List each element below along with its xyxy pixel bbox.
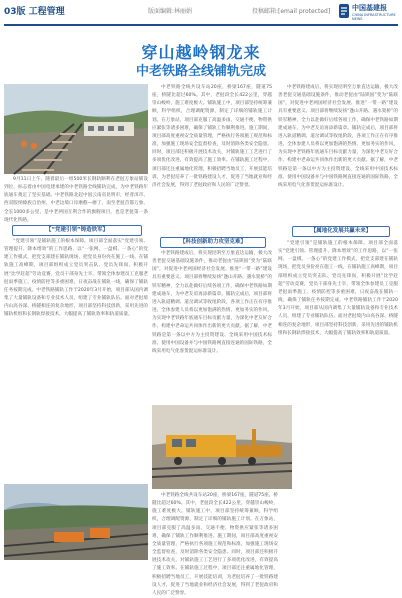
newspaper-logo: 中国基建报	[352, 4, 387, 12]
column-2-text-middle	[152, 250, 272, 404]
column-2-text-top	[152, 84, 272, 228]
section-heading-local: 【属地化发展共赢未来】	[292, 226, 390, 237]
page-label: 03版 工程管理	[4, 7, 65, 17]
newspaper-logo-icon	[338, 3, 350, 19]
email-label: 投稿邮箱:[email protected]	[252, 8, 331, 15]
railway-track-photo-top	[4, 84, 148, 174]
intro-paragraph: 9月11日上午，随着最后一组500米长钢轨顺利在老挝万象站铺设到位，标志着由中国电建承建的中老铁路全线铺轨完成，为中老铁路年底通车奠定了坚实基础。中老铁路北起中国云南省昆明市，经普洱市、西双版纳傣族自治州、中老边境口岸磨憨—磨丁，南至老挝首都万象，全长1000多公里，是中老两国互利合作的旗舰项目，也是老挝第一条现代化铁路。	[4, 177, 148, 223]
column-4-paragraph-bottom: “党建引领”是铺轨施工的根本保障。项目部全面落实“党建引领、管理提升、降本增效”的工作思路，以“一张网、一盘棋、一条心”的党建工作模式，把党支部建在铺轨现场，把党员身份亮在施工一线。在铺轨施工高峰期，项目部组织成立党员突击队、党员先锋岗，积极开展“比学赶超”劳动竞赛，党员干部身先士卒，带领全体参建员工克服老挝雨季施工、疫情防控等多重困难，日夜奋战在铺轨一线，确保了铺轨任务按期完成。中老铁路铺轨工作于2020年3月开始，项目部从国内调集了大量铺轨设备和专业技术人员，组建了专业铺轨队伍。面对老挝境内山高谷深、桥隧相连的复杂地形，项目部坚持科技创新，采用先进的铺轨机组和长钢轨焊接技术，大幅提高了铺轨效率和轨道质量。	[278, 241, 398, 336]
editor-label: 版面编辑:林丽娟	[148, 8, 193, 15]
column-3-paragraph-bottom: 中老铁路全线共设车站20座，桥梁167座，隧道75座，桥隧比超过60%。其中，老挝段全长422公里，穿越崇山峻岭，施工难度极大。铺轨施工中，项目部坚持统筹兼顾，科学组织，合理调配资源，制定了详细的铺轨施工计划。在万象站，项目部克服了高温多雨、交通不便、物资供应紧张等诸多困难，确保了铺轨工作顺利推进。施工期间，项目部高度重视安全质量管理，严格执行各项施工规范和标准，加强施工现场安全监督检查，及时消除各类安全隐患。同时，项目部还积极开展技术攻关，对铺轨施工工艺进行了多项优化改进，有效提高了施工效率。在铺轨施工过程中，项目部还注重属地化管理，积极招聘当地员工，开展技能培训，为老挝培养了一批铁路建设人才，促进了当地就业和经济社会发展，得到了老挝政府和人民的广泛赞誉。	[152, 493, 278, 596]
article-title: 穿山越岭钢龙来	[141, 43, 261, 62]
page-header	[0, 0, 402, 26]
track-laying-machine-photo	[152, 405, 292, 489]
column-4-paragraph-top: 中老铁路建成后，将实现昆明至万象直达运输，极大改善老挝交通基础设施条件，推动老挝由“陆锁国”变为“陆联国”，对促进中老两国经济社会发展、推进“一带一路”建设具有重要意义。项目部将继续发扬“逢山开路、遇水架桥”的铁军精神，全力以赴做好后续各项工作，确保中老铁路如期建成通车，为中老友谊再添新篇章。铺轨完成后，项目部将进入轨道精调、道岔调试等收尾阶段，各项工作正在有序推进。全体参建人员将以更加饱满的热情、更加务实的作风，为实现中老铁路年底通车目标贡献力量，为深化中老友好合作、构建中老命运共同体作出新的更大贡献。据了解，中老铁路是第一条以中方为主投资建设、全线采用中国技术标准、使用中国设备并与中国铁路网直接连通的国际铁路，全线采用电气化客货混运标准设计。	[278, 85, 398, 188]
railway-track-photo-bottom	[4, 484, 148, 560]
newspaper-logo-en: CHINA INFRASTRUCTURE NEWS	[352, 13, 396, 21]
header-rule	[4, 24, 398, 26]
column-4-text-bottom	[278, 240, 398, 560]
column-2-paragraph-middle: 中老铁路建成后，将实现昆明至万象直达运输，极大改善老挝交通基础设施条件，推动老挝由“陆锁国”变为“陆联国”，对促进中老两国经济社会发展、推进“一带一路”建设具有重要意义。项目部将继续发扬“逢山开路、遇水架桥”的铁军精神，全力以赴做好后续各项工作，确保中老铁路如期建成通车，为中老友谊再添新篇章。铺轨完成后，项目部将进入轨道精调、道岔调试等收尾阶段，各项工作正在有序推进。全体参建人员将以更加饱满的热情、更加务实的作风，为实现中老铁路年底通车目标贡献力量，为深化中老友好合作、构建中老命运共同体作出新的更大贡献。据了解，中老铁路是第一条以中方为主投资建设、全线采用中国技术标准、使用中国设备并与中国铁路网直接连通的国际铁路，全线采用电气化客货混运标准设计。	[152, 251, 272, 354]
section-heading-party: 【“党建引领”铸造铁军】	[12, 225, 142, 236]
article-intro	[4, 176, 148, 224]
article-subtitle: 中老铁路全线铺轨完成	[135, 64, 266, 79]
column-1-text	[4, 238, 148, 482]
column-1-paragraph: “党建引领”是铺轨施工的根本保障。项目部全面落实“党建引领、管理提升、降本增效”的工作思路，以“一张网、一盘棋、一条心”的党建工作模式，把党支部建在铺轨现场，把党员身份亮在施工一线。在铺轨施工高峰期，项目部组织成立党员突击队、党员先锋岗，积极开展“比学赶超”劳动竞赛，党员干部身先士卒，带领全体参建员工克服老挝雨季施工、疫情防控等多重困难，日夜奋战在铺轨一线，确保了铺轨任务按期完成。中老铁路铺轨工作于2020年3月开始，项目部从国内调集了大量铺轨设备和专业技术人员，组建了专业铺轨队伍。面对老挝境内山高谷深、桥隧相连的复杂地形，项目部坚持科技创新，采用先进的铺轨机组和长钢轨焊接技术，大幅提高了铺轨效率和轨道质量。	[4, 239, 148, 318]
column-2-paragraph-top: 中老铁路全线共设车站20座，桥梁167座，隧道75座，桥隧比超过60%。其中，老挝段全长422公里，穿越崇山峻岭，施工难度极大。铺轨施工中，项目部坚持统筹兼顾，科学组织，合理调配资源，制定了详细的铺轨施工计划。在万象站，项目部克服了高温多雨、交通不便、物资供应紧张等诸多困难，确保了铺轨工作顺利推进。施工期间，项目部高度重视安全质量管理，严格执行各项施工规范和标准，加强施工现场安全监督检查，及时消除各类安全隐患。同时，项目部还积极开展技术攻关，对铺轨施工工艺进行了多项优化改进，有效提高了施工效率。在铺轨施工过程中，项目部还注重属地化管理，积极招聘当地员工，开展技能培训，为老挝培养了一批铁路建设人才，促进了当地就业和经济社会发展，得到了老挝政府和人民的广泛赞誉。	[152, 85, 272, 188]
column-4-text-top	[278, 84, 398, 220]
column-3-text-top	[152, 492, 278, 596]
section-heading-tech: 【科技创新助力攻坚克难】	[160, 237, 266, 248]
